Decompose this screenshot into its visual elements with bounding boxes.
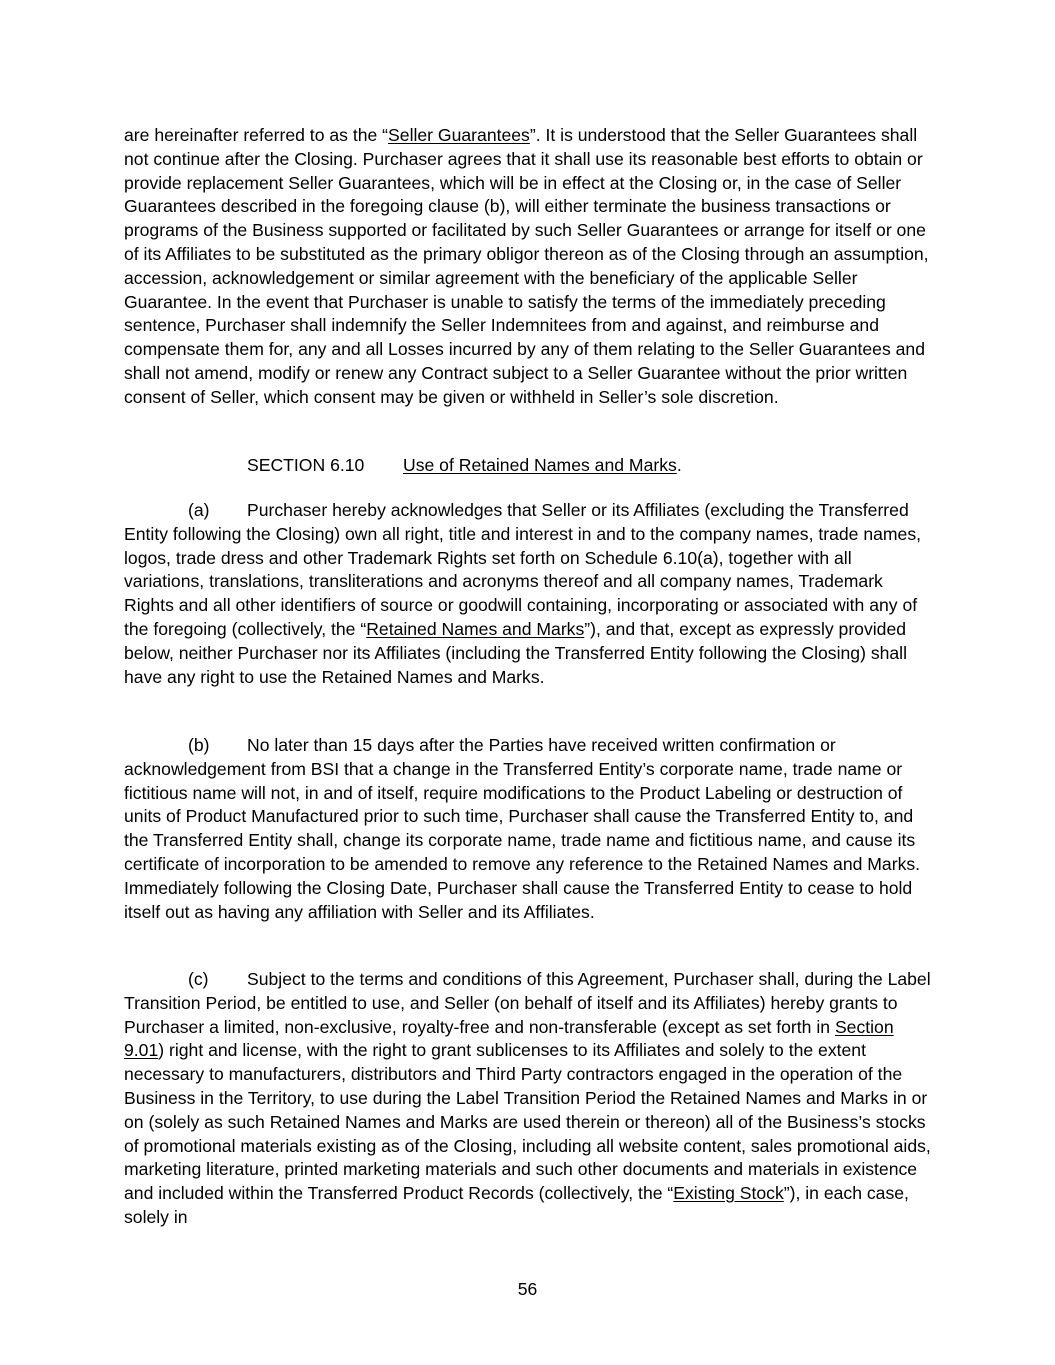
cross-reference-section: Section 9.01 — [124, 1016, 894, 1061]
section-title-period: . — [676, 455, 682, 475]
paragraph-c-text-end: ”), in each case, solely in — [124, 1183, 909, 1227]
paragraph-b — [124, 734, 932, 924]
page-number: 56 — [517, 1279, 538, 1299]
paragraph-a-text-rest: ”), and that, except as expressly provided below, neither Purchaser nor its Affiliates (including the Transferred Entity following the Closing) shall have any right to use the Retained Names and Marks. — [124, 618, 907, 687]
paragraph-c-text-middle: ) right and license, with the right to grant sublicenses to its Affiliates and solely to the extent necessary to manufacturers, distributors and Third Party contractors engaged in the operation of the Business in the Territory, to use during the Label Transition Period the Retained Names and Marks in or on (solely as such Retained Names and Marks are used therein or thereon) all of the Business’s stocks of promotional materials existing as of the Closing, including all website content, sales promotional aids, marketing literature, printed marketing materials and such other documents and materials in existence and included within the Transferred Product Records (collectively, the “ — [124, 1040, 931, 1204]
paragraph-seller-guarantees — [124, 124, 932, 410]
section-heading — [247, 454, 682, 478]
paragraph-b-label: (b) — [188, 735, 210, 755]
paragraph-c-indent — [124, 968, 247, 992]
paragraph-a-text-start: Purchaser hereby acknowledges that Seller or its Affiliates (excluding the Transferred Entity following the Closing) own all right, title and interest in and to the company names, trade names, logos, trade dress and other Trademark Rights set forth on Schedule 6.10(a), together with all variations, translations, transliterations and acronyms thereof and all company names, Trademark Rights and all other identifiers of source or goodwill containing, incorporating or associated with any of the foregoing (collectively, the “ — [124, 500, 922, 639]
intro-text-rest: ”. It is understood that the Seller Guarantees shall not continue after the Closing. Purchaser agrees that it shall use its reasonable best efforts to obtain or provide replacement Seller Guarantees, which will be in effect at the Closing or, in the case of Seller Guarantees described in the foregoing clause (b), will either terminate the business transactions or programs of the Business supported or facilitated by such Seller Guarantees or arrange for itself or one of its Affiliates to be substituted as the primary obligor thereon as of the Closing through an assumption, accession, acknowledgement or similar agreement with the beneficiary of the applicable Seller Guarantee. In the event that Purchaser is unable to satisfy the terms of the immediately preceding sentence, Purchaser shall indemnify the Seller Indemnitees from and against, and reimburse and compensate them for, any and all Losses incurred by any of them relating to the Seller Guarantees and shall not amend, modify or renew any Contract subject to a Seller Guarantee without the prior written consent of Seller, which consent may be given or withheld in Seller’s sole discretion. — [124, 125, 929, 407]
paragraph-b-text: No later than 15 days after the Parties have received written confirmation or acknowledgement from BSI that a change in the Transferred Entity’s corporate name, trade name or fictitious name will not, in and of itself, require modifications to the Product Labeling or destruction of units of Product Manufactured prior to such time, Purchaser shall cause the Transferred Entity to, and the Transferred Entity shall, change its corporate name, trade name and fictitious name, and cause its certificate of incorporation to be amended to remove any reference to the Retained Names and Marks. Immediately following the Closing Date, Purchaser shall cause the Transferred Entity to cease to hold itself out as having any affiliation with Seller and its Affiliates. — [124, 735, 921, 922]
paragraph-a-label: (a) — [188, 500, 210, 520]
intro-text-start: are hereinafter referred to as the “ — [124, 125, 389, 145]
paragraph-b-indent — [124, 734, 247, 758]
paragraph-c — [124, 968, 932, 1230]
defined-term-retained-names: Retained Names and Marks — [366, 618, 585, 639]
paragraph-a — [124, 499, 932, 689]
paragraph-c-text-start: Subject to the terms and conditions of this Agreement, Purchaser shall, during the Label Transition Period, be entitled to use, and Seller (on behalf of itself and its Affiliates) hereby grants to Purchaser a limited, non-exclusive, royalty-free and non-transferable (except as set forth in — [124, 969, 931, 1037]
defined-term-existing-stock: Existing Stock — [673, 1183, 784, 1204]
section-number: SECTION 6.10 — [247, 455, 365, 475]
paragraph-c-label: (c) — [188, 969, 209, 989]
paragraph-a-indent — [124, 499, 247, 523]
defined-term-seller-guarantees: Seller Guarantees — [388, 125, 530, 145]
section-title: Use of Retained Names and Marks — [403, 455, 677, 475]
